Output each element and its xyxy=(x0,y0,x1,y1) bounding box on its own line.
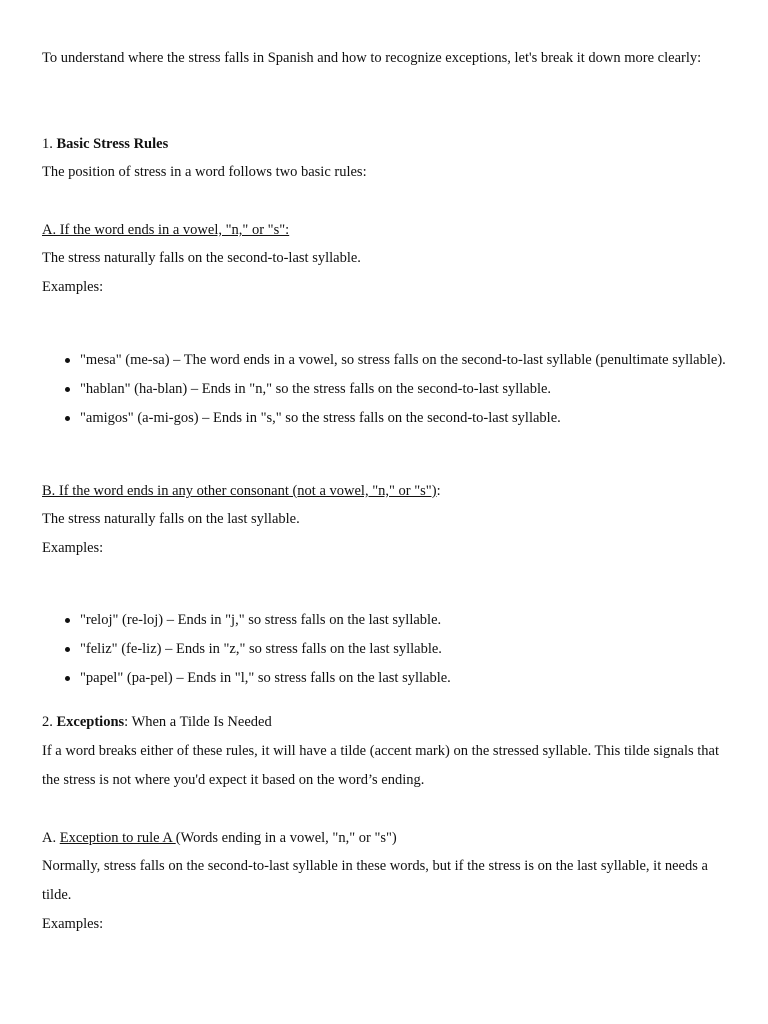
exception-a-examples-label: Examples: xyxy=(42,916,104,932)
rule-b-examples-label: Examples: xyxy=(42,540,104,556)
section-1-heading xyxy=(42,130,732,159)
exception-a-title: Exception to rule A xyxy=(59,830,176,846)
list-item: "amigos" (a-mi-gos) – Ends in "s," so the stress falls on the second-to-last syllable. xyxy=(80,404,740,433)
section-2-title: Exceptions xyxy=(56,714,125,730)
rule-a-explanation: The stress naturally falls on the second-to-last syllable. xyxy=(42,250,361,266)
rule-a-heading: A. If the word ends in a vowel, "n," or "s": xyxy=(42,222,290,238)
list-item: "hablan" (ha-blan) – Ends in "n," so the stress falls on the second-to-last syllable. xyxy=(80,375,740,404)
section-1-number: 1. xyxy=(42,136,57,152)
section-2-subtitle: : When a Tilde Is Needed xyxy=(124,714,272,730)
exception-a-subtitle: (Words ending in a vowel, "n," or "s") xyxy=(175,830,397,846)
rule-b-examples-list xyxy=(42,606,740,693)
list-item: "feliz" (fe-liz) – Ends in "z," so stress falls on the last syllable. xyxy=(80,635,740,664)
section-2-description: If a word breaks either of these rules, it will have a tilde (accent mark) on the stressed syllable. This tilde signals that the stress is not where you'd expect it based on the word’s ending. xyxy=(42,743,719,788)
section-2-heading xyxy=(42,708,732,737)
exception-a-heading xyxy=(42,824,732,853)
exception-a-prefix: A. xyxy=(42,830,60,846)
list-item: "papel" (pa-pel) – Ends in "l," so stress falls on the last syllable. xyxy=(80,664,740,693)
section-2-number: 2. xyxy=(42,714,57,730)
section-1-description: The position of stress in a word follows two basic rules: xyxy=(42,164,367,180)
rule-b-heading-colon: : xyxy=(436,483,441,499)
rule-a-examples-label: Examples: xyxy=(42,279,104,295)
list-item: "reloj" (re-loj) – Ends in "j," so stress falls on the last syllable. xyxy=(80,606,740,635)
rule-a-examples-list xyxy=(42,346,740,433)
section-1-title: Basic Stress Rules xyxy=(56,136,169,152)
exception-a-explanation: Normally, stress falls on the second-to-last syllable in these words, but if the stress is on the last syllable, it needs a tilde. xyxy=(42,858,708,903)
rule-b-heading-text: B. If the word ends in any other consonant (not a vowel, "n," or "s") xyxy=(42,483,437,499)
rule-b-heading xyxy=(42,477,732,506)
list-item: "mesa" (me-sa) – The word ends in a vowel, so stress falls on the second-to-last syllable (penultimate syllable). xyxy=(80,346,740,375)
intro-paragraph: To understand where the stress falls in Spanish and how to recognize exceptions, let's break it down more clearly: xyxy=(42,50,702,66)
rule-b-explanation: The stress naturally falls on the last syllable. xyxy=(42,511,300,527)
